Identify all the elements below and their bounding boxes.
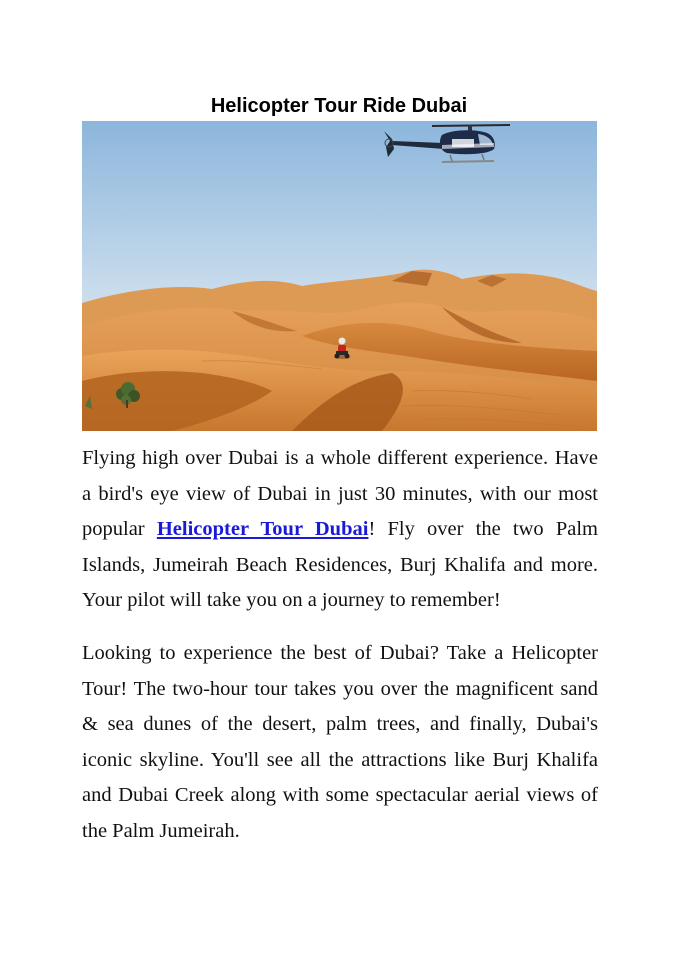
details-paragraph: Looking to experience the best of Dubai? Take a Helicopter Tour! The two-hour tour takes you over the magnificent sand & sea dunes of the desert, palm trees, and finally, Dubai's iconic skyline. You'll see all the attractions like Burj Khalifa and Dubai Creek along with some spectacular aerial views of the Palm Jumeirah. xyxy=(82,641,598,842)
intro-paragraph xyxy=(82,441,598,619)
intro-text-before-link: Flying high over Dubai is a whole different experience. Have a bird's eye view of Dubai in just 30 minutes, with our most popular xyxy=(82,447,598,541)
hero-image xyxy=(82,121,597,431)
helicopter-tour-dubai-link[interactable]: Helicopter Tour Dubai xyxy=(156,518,369,541)
desert-helicopter-illustration xyxy=(82,121,597,431)
page-title: Helicopter Tour Ride Dubai xyxy=(210,95,468,118)
intro-text-after-link: ! Fly over the two Palm Islands, Jumeirah Beach Residences, Burj Khalifa and more. Your pilot will take you on a journey to remember! xyxy=(82,518,598,612)
article-body xyxy=(82,441,598,867)
